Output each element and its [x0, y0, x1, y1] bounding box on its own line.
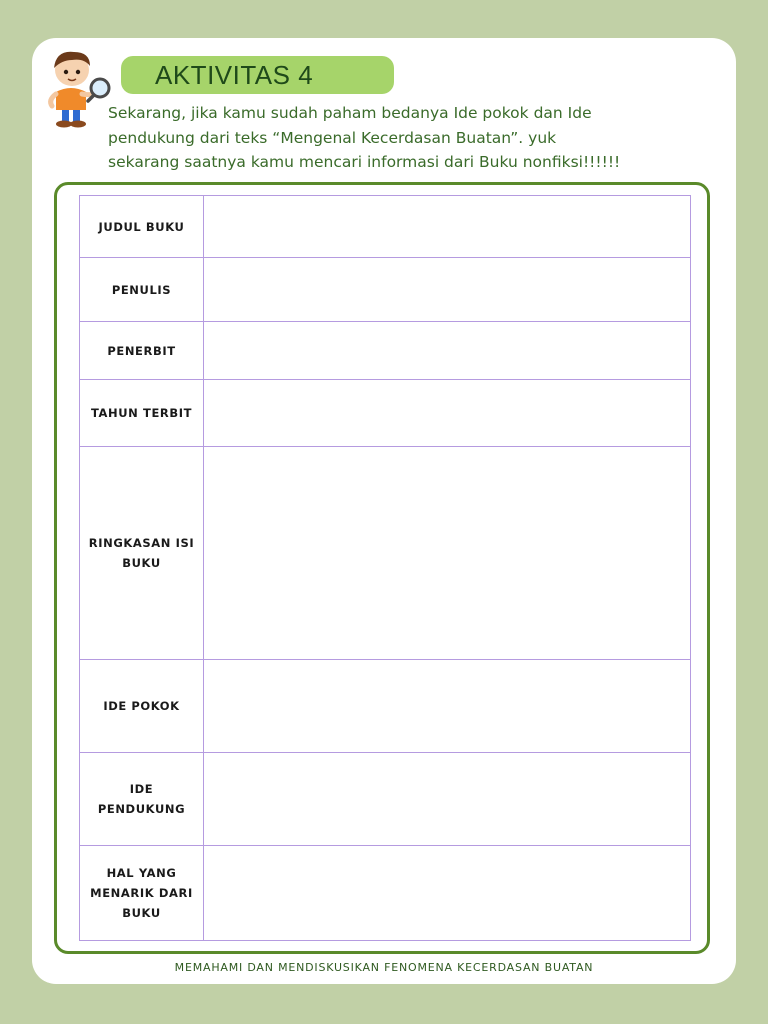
penulis-field[interactable] [204, 258, 691, 322]
intro-paragraph [108, 101, 708, 175]
table-row-ide-pendukung [80, 753, 691, 846]
row-label: PENULIS [80, 258, 204, 322]
table-row-judul-buku [80, 196, 691, 258]
table-row-penulis [80, 258, 691, 322]
table-row-ide-pokok [80, 660, 691, 753]
judul-buku-field[interactable] [204, 196, 691, 258]
boy-with-magnifying-glass-icon [42, 48, 118, 130]
table-row-hal-menarik [80, 846, 691, 941]
hal-menarik-field[interactable] [204, 846, 691, 941]
row-label: RINGKASAN ISI BUKU [80, 447, 204, 660]
table-row-ringkasan [80, 447, 691, 660]
ringkasan-isi-buku-field[interactable] [204, 447, 691, 660]
intro-line: pendukung dari teks “Mengenal Kecerdasan Buatan”. yuk [108, 128, 557, 147]
ide-pokok-field[interactable] [204, 660, 691, 753]
activity-title: AKTIVITAS 4 [155, 60, 314, 90]
table-row-penerbit [80, 322, 691, 380]
intro-line: sekarang saatnya kamu mencari informasi dari Buku nonfiksi!!!!!! [108, 153, 621, 171]
page-footer: MEMAHAMI DAN MENDISKUSIKAN FENOMENA KECERDASAN BUATAN [174, 961, 594, 974]
row-label: TAHUN TERBIT [80, 380, 204, 447]
activity-title-badge [121, 56, 394, 94]
intro-line: Sekarang, jika kamu sudah paham bedanya Ide pokok dan Ide [108, 104, 592, 122]
ide-pendukung-field[interactable] [204, 753, 691, 846]
table-row-tahun-terbit [80, 380, 691, 447]
row-label: IDE POKOK [80, 660, 204, 753]
tahun-terbit-field[interactable] [204, 380, 691, 447]
row-label: IDE PENDUKUNG [80, 753, 204, 846]
row-label: HAL YANG MENARIK DARI BUKU [80, 846, 204, 941]
penerbit-field[interactable] [204, 322, 691, 380]
row-label: PENERBIT [80, 322, 204, 380]
book-info-table [79, 195, 691, 941]
row-label: JUDUL BUKU [80, 196, 204, 258]
